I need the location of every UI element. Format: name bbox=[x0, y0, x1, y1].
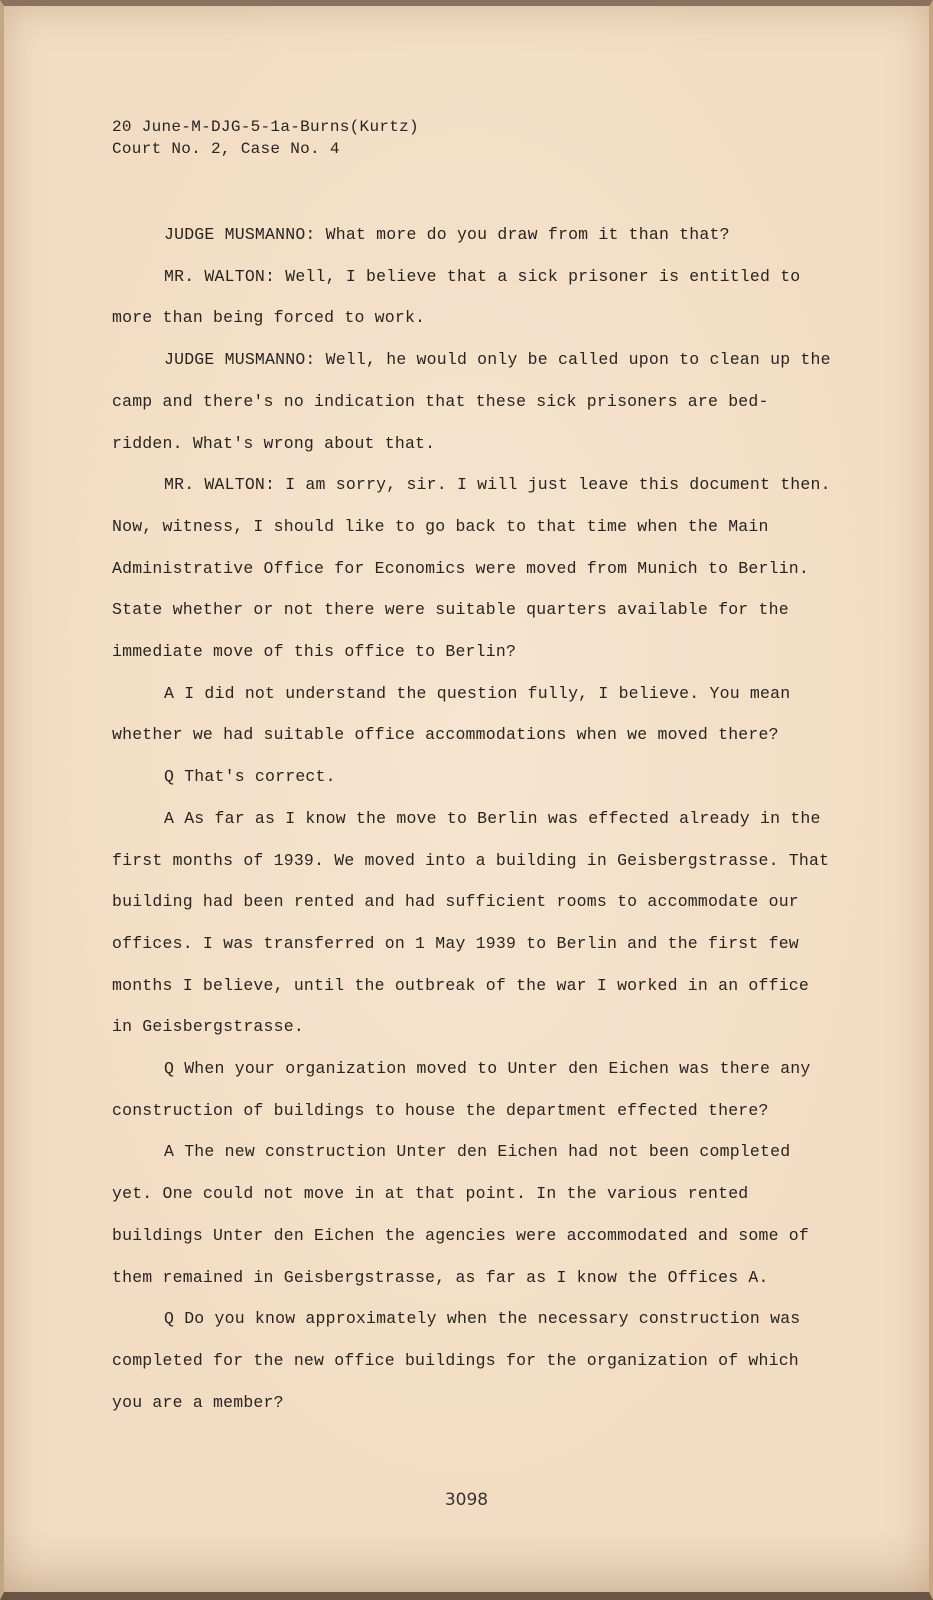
transcript-paragraph: A I did not understand the question fully, I believe. You mean whether we had suitable office accommodations when we moved there? bbox=[112, 683, 791, 745]
page-number: 3098 bbox=[444, 1490, 489, 1510]
transcript-body bbox=[112, 214, 832, 1423]
document-header bbox=[112, 116, 419, 160]
transcript-paragraph: A The new construction Unter den Eichen had not been completed yet. One could not move in at that point. In the various rented buildings Unter den Eichen the agencies were accommodated and some of them remained in Geisbergstrasse, as far as I know the Offices A. bbox=[112, 1142, 810, 1287]
transcript-paragraph: MR. WALTON: Well, I believe that a sick prisoner is entitled to more than being forced to work. bbox=[112, 266, 801, 328]
transcript-paragraph: JUDGE MUSMANNO: What more do you draw from it than that? bbox=[164, 225, 730, 244]
transcript-paragraph: JUDGE MUSMANNO: Well, he would only be called upon to clean up the camp and there's no indication that these sick prisoners are bed-ridden. What's wrong about that. bbox=[112, 350, 831, 453]
transcript-paragraph: Q When your organization moved to Unter den Eichen was there any construction of buildings to house the department effected there? bbox=[112, 1059, 811, 1120]
header-reference: 20 June-M-DJG-5-1a-Burns(Kurtz) bbox=[112, 118, 419, 136]
transcript-paragraph: Q Do you know approximately when the necessary construction was completed for the new office buildings for the organization of which you are a member? bbox=[112, 1309, 801, 1412]
transcript-paragraph: Q That's correct. bbox=[164, 767, 336, 787]
transcript-paragraph: A As far as I know the move to Berlin was effected already in the first months of 1939. We moved into a building in Geisbergstrasse. That building had been rented and had sufficient rooms to accommodate our offices. I was transferred on 1 May 1939 to Berlin and the first few months I believe, until the outbreak of the war I worked in an office in Geisbergstrasse. bbox=[112, 808, 830, 1037]
transcript-paragraph: MR. WALTON: I am sorry, sir. I will just leave this document then. Now, witness, I should like to go back to that time when the Main Administrative Office for Economics were moved from Munich to Berlin. State whether or not there were suitable quarters available for the immediate move of this office to Berlin? bbox=[112, 475, 831, 662]
header-court-case: Court No. 2, Case No. 4 bbox=[112, 140, 340, 158]
